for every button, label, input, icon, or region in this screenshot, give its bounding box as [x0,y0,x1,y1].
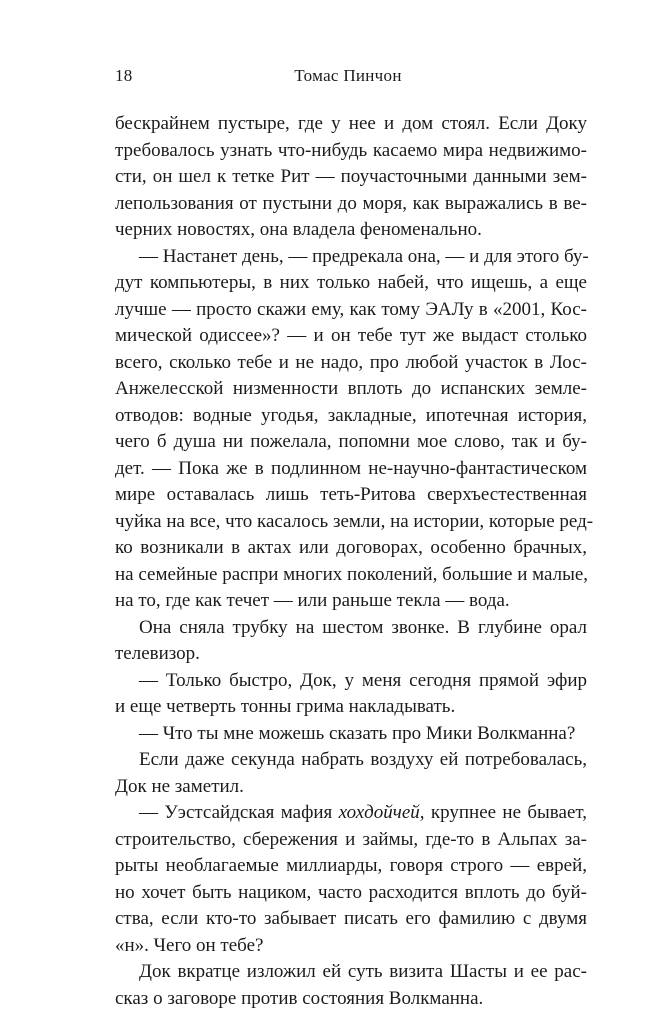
running-title: Томас Пинчон [115,66,581,86]
text-line: требовалось узнать что-нибудь касаемо мира недвижимо- [115,138,587,165]
page-number: 18 [115,66,133,86]
text-line: чего б душа ни пожелала, попомни мое слово, так и бу- [115,429,587,456]
text-line: — Настанет день, — предрекала она, — и для этого бу- [115,244,587,271]
text-line: Док не заметил. [115,774,587,801]
text-line: лучше — просто скажи ему, как тому ЭАЛу в «2001, Кос- [115,297,587,324]
text-line: на семейные распри многих поколений, большие и малые, [115,562,587,589]
text-line: бескрайнем пустыре, где у нее и дом стоял. Если Доку [115,111,587,138]
text-line: чуйка на все, что касалось земли, на истории, которые ред- [115,509,587,536]
text-line: рыты необлагаемые миллиарды, говоря строго — еврей, [115,853,587,880]
text-line: лепользования от пустыни до моря, как выражались в ве- [115,191,587,218]
text-line: Она сняла трубку на шестом звонке. В глубине орал [115,615,587,642]
text-line: дут компьютеры, в них только набей, что ищешь, а еще [115,270,587,297]
page-header [115,66,581,90]
text-line: и еще четверть тонны грима накладывать. [115,694,587,721]
text-segment: — Уэстсайдская мафия [139,802,339,823]
text-line: ко возникали в актах или договорах, особенно брачных, [115,535,587,562]
text-line: телевизор. [115,641,587,668]
italic-word: хохдойчей [339,802,420,823]
text-line: сти, он шел к тетке Рит — поучасточными данными зем- [115,164,587,191]
text-line: — Только быстро, Док, у меня сегодня прямой эфир [115,668,587,695]
text-line: строительство, сбережения и займы, где-то в Альпах за- [115,827,587,854]
text-line: отводов: водные угодья, закладные, ипотечная история, [115,403,587,430]
body-text [115,111,587,1012]
text-line: Если даже секунда набрать воздуху ей потребовалась, [115,747,587,774]
text-line: мической одиссее»? — и он тебе тут же выдаст столько [115,323,587,350]
text-line: Анжелесской низменности вплоть до испанских земле- [115,376,587,403]
text-line: Док вкратце изложил ей суть визита Шасты и ее рас- [115,959,587,986]
text-line: мире оставалась лишь теть-Ритова сверхъестественная [115,482,587,509]
text-line: ства, если кто-то забывает писать его фамилию с двумя [115,906,587,933]
text-line [115,800,587,827]
text-segment: , крупнее не бывает, [420,802,587,823]
text-line: всего, сколько тебе и не надо, про любой участок в Лос- [115,350,587,377]
text-line: «н». Чего он тебе? [115,933,587,960]
text-line: дет. — Пока же в подлинном не-научно-фантастическом [115,456,587,483]
text-line: сказ о заговоре против состояния Волкманна. [115,986,587,1012]
text-line: — Что ты мне можешь сказать про Мики Волкманна? [115,721,587,748]
text-line: черних новостях, она владела феноменально. [115,217,587,244]
text-line: но хочет быть нациком, часто расходится вплоть до буй- [115,880,587,907]
text-line: на то, где как течет — или раньше текла — вода. [115,588,587,615]
